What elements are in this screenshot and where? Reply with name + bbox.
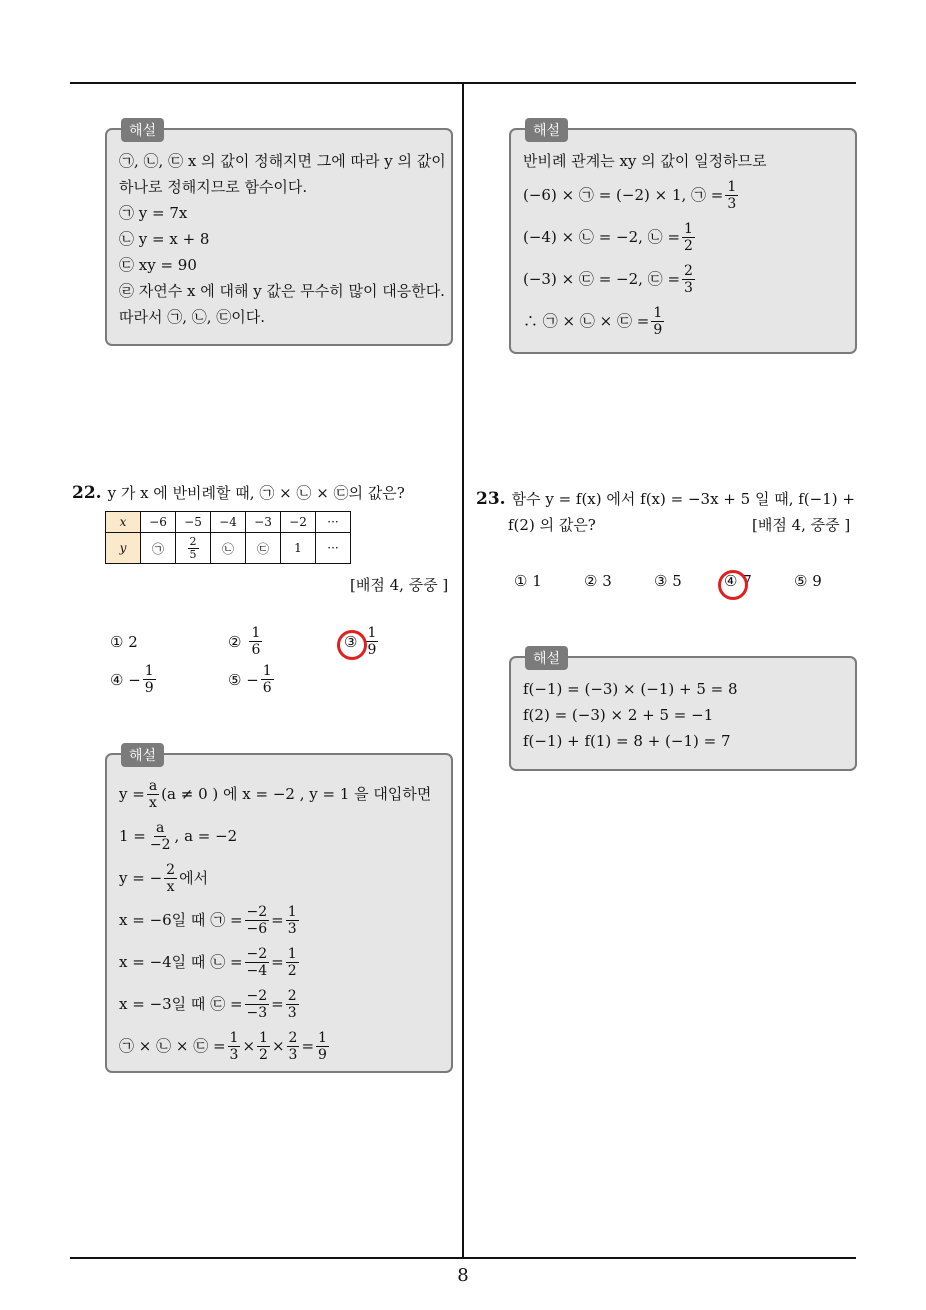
- denominator: 2: [684, 237, 693, 254]
- option-2[interactable]: [584, 572, 612, 590]
- option-label: ②: [228, 632, 242, 651]
- question-number: 23.: [476, 489, 506, 509]
- fraction: [188, 536, 199, 561]
- option-label: ② 3: [584, 572, 612, 590]
- math-text: =: [271, 953, 284, 971]
- denominator: 3: [727, 195, 737, 212]
- fraction: [261, 663, 274, 696]
- denominator: 3: [288, 1046, 298, 1063]
- numerator: 1: [287, 945, 297, 962]
- numerator: 2: [166, 861, 176, 878]
- numerator: 2: [189, 534, 197, 548]
- table-cell: ···: [316, 512, 351, 533]
- solution-line: [119, 815, 439, 857]
- fraction: [249, 625, 262, 658]
- denominator: 3: [287, 1004, 297, 1021]
- numerator: 1: [653, 304, 663, 321]
- numerator: 1: [259, 1029, 268, 1046]
- denominator: 5: [189, 547, 197, 561]
- fraction: [257, 1030, 270, 1063]
- option-4[interactable]: [110, 663, 158, 696]
- math-text: , a = −2: [174, 827, 238, 845]
- math-text: ∴ ㉠ × ㉡ × ㉢ =: [523, 312, 650, 330]
- denominator: 9: [318, 1046, 327, 1063]
- solution-line: [119, 899, 439, 941]
- question-meta: [배점 4, 중중 ]: [752, 516, 851, 534]
- option-label: ③ 5: [654, 572, 682, 590]
- fraction: [682, 221, 695, 254]
- solution-box-left-1: [105, 123, 453, 346]
- denominator: 3: [229, 1046, 239, 1063]
- solution-line: [119, 773, 439, 815]
- solution-line: ㉣ 자연수 x 에 대해 y 값은 무수히 많이 대응한다.: [119, 282, 445, 300]
- denominator: −4: [246, 962, 268, 979]
- table-cell: −4: [211, 512, 246, 533]
- option-label: ⑤ 9: [794, 572, 822, 590]
- option-label: ④ −: [110, 670, 141, 689]
- denominator: 2: [287, 962, 297, 979]
- table-cell: ···: [316, 533, 351, 564]
- table-cell: y: [106, 533, 141, 564]
- math-text: y =: [119, 785, 145, 803]
- fraction: [682, 263, 695, 296]
- denominator: 9: [144, 680, 154, 696]
- value-table: [105, 511, 351, 564]
- solution-line: [523, 258, 843, 300]
- numerator: a: [148, 777, 158, 794]
- math-text: =: [271, 995, 284, 1013]
- fraction: [286, 988, 299, 1021]
- solution-box-right-1: [509, 123, 857, 354]
- answer-mark-circle: [718, 570, 748, 600]
- solution-box-left-2: [105, 748, 453, 1073]
- solution-tag: 해설: [121, 743, 164, 767]
- question-23: [476, 486, 855, 512]
- table-cell: −2: [281, 512, 316, 533]
- numerator: 1: [251, 625, 261, 641]
- fraction: [286, 904, 299, 937]
- solution-line: [523, 300, 843, 342]
- solution-box-right-2: [509, 651, 857, 771]
- math-text: =: [271, 911, 284, 929]
- denominator: x: [166, 878, 175, 895]
- denominator: x: [149, 794, 157, 811]
- question-meta: [배점 4, 중중 ]: [350, 576, 449, 594]
- solution-line: f(−1) = (−3) × (−1) + 5 = 8: [523, 680, 738, 698]
- numerator: −2: [246, 945, 268, 962]
- denominator: −6: [246, 920, 268, 937]
- solution-line: 반비례 관계는 xy 의 값이 일정하므로: [523, 152, 767, 170]
- math-text: (−3) × ㉢ = −2, ㉢ =: [523, 270, 681, 288]
- numerator: 2: [287, 987, 297, 1004]
- fraction: [245, 946, 270, 979]
- denominator: 9: [367, 642, 377, 658]
- solution-line: [523, 174, 843, 216]
- numerator: −2: [246, 903, 268, 920]
- option-1[interactable]: [514, 572, 542, 590]
- table-cell: −6: [141, 512, 176, 533]
- solution-line: [523, 216, 843, 258]
- bottom-rule: [70, 1257, 856, 1259]
- solution-tag: 해설: [525, 118, 568, 142]
- math-text: (−4) × ㉡ = −2, ㉡ =: [523, 228, 681, 246]
- denominator: 3: [684, 279, 693, 296]
- numerator: 1: [684, 220, 693, 237]
- option-5[interactable]: [228, 663, 276, 696]
- solution-line: f(−1) + f(1) = 8 + (−1) = 7: [523, 732, 731, 750]
- math-text: x = −4일 때 ㉡ =: [119, 953, 243, 971]
- solution-line: ㉢ xy = 90: [119, 256, 197, 274]
- numerator: 1: [367, 625, 377, 641]
- solution-line: [119, 1025, 439, 1067]
- solution-line: [119, 941, 439, 983]
- numerator: 1: [229, 1029, 239, 1046]
- table-cell: x: [106, 512, 141, 533]
- fraction: [316, 1030, 329, 1063]
- fraction: [164, 862, 177, 895]
- numerator: 1: [727, 178, 737, 195]
- solution-line: ㉡ y = x + 8: [119, 230, 210, 248]
- option-2[interactable]: [228, 625, 264, 658]
- table-cell: [176, 533, 211, 564]
- numerator: −2: [246, 987, 268, 1004]
- fraction: [245, 988, 270, 1021]
- numerator: a: [156, 819, 165, 836]
- math-text: 에서: [179, 869, 209, 887]
- option-1[interactable]: [110, 633, 138, 651]
- table-cell: −3: [246, 512, 281, 533]
- fraction: [286, 946, 299, 979]
- fraction: [143, 663, 156, 696]
- question-22: [72, 480, 405, 506]
- fraction: [365, 625, 378, 658]
- option-label: ⑤ −: [228, 670, 259, 689]
- numerator: 1: [144, 663, 154, 679]
- denominator: 6: [251, 642, 261, 658]
- option-5[interactable]: [794, 572, 822, 590]
- option-label: ① 2: [110, 633, 138, 651]
- solution-line: [119, 983, 439, 1025]
- math-text: ×: [242, 1037, 256, 1055]
- numerator: 1: [287, 903, 297, 920]
- solution-line: ㉠, ㉡, ㉢ x 의 값이 정해지면 그에 따라 y 의 값이: [119, 152, 446, 170]
- fraction: [147, 778, 159, 811]
- fraction: [245, 904, 270, 937]
- denominator: 2: [259, 1046, 268, 1063]
- math-text: x = −6일 때 ㉠ =: [119, 911, 243, 929]
- solution-tag: 해설: [121, 118, 164, 142]
- solution-tag: 해설: [525, 646, 568, 670]
- table-cell: ㉡: [211, 533, 246, 564]
- solution-line: 하나로 정해지므로 함수이다.: [119, 178, 308, 196]
- fraction: [228, 1030, 241, 1063]
- question-text: y 가 x 에 반비례할 때, ㉠ × ㉡ × ㉢의 값은?: [107, 484, 405, 502]
- denominator: 9: [653, 321, 663, 338]
- numerator: 1: [262, 663, 272, 679]
- math-text: (a ≠ 0 ) 에 x = −2 , y = 1 을 대입하면: [161, 785, 432, 803]
- option-3[interactable]: [654, 572, 682, 590]
- math-text: y = −: [119, 869, 163, 887]
- solution-line: [119, 857, 439, 899]
- math-text: ×: [271, 1037, 285, 1055]
- fraction: [287, 1030, 300, 1063]
- question-text-cont: f(2) 의 값은?: [508, 516, 596, 534]
- page-number: 8: [457, 1265, 469, 1286]
- option-label: ① 1: [514, 572, 542, 590]
- denominator: 6: [262, 680, 272, 696]
- fraction: [148, 820, 173, 853]
- numerator: 1: [318, 1029, 327, 1046]
- table-cell: 1: [281, 533, 316, 564]
- question-number: 22.: [72, 483, 102, 503]
- table-cell: ㉠: [141, 533, 176, 564]
- question-text: 함수 y = f(x) 에서 f(x) = −3x + 5 일 때, f(−1) +: [511, 490, 855, 508]
- answer-mark-circle: [337, 630, 367, 660]
- fraction: [725, 179, 738, 212]
- table-cell: ㉢: [246, 533, 281, 564]
- denominator: −3: [246, 1004, 268, 1021]
- solution-line: f(2) = (−3) × 2 + 5 = −1: [523, 706, 714, 724]
- numerator: 2: [288, 1029, 298, 1046]
- table-cell: −5: [176, 512, 211, 533]
- math-text: 1 =: [119, 827, 146, 845]
- solution-line: 따라서 ㉠, ㉡, ㉢이다.: [119, 308, 266, 326]
- denominator: −2: [149, 836, 171, 853]
- fraction: [651, 305, 664, 338]
- denominator: 3: [287, 920, 297, 937]
- math-text: (−6) × ㉠ = (−2) × 1, ㉠ =: [523, 186, 724, 204]
- math-text: x = −3일 때 ㉢ =: [119, 995, 243, 1013]
- solution-line: ㉠ y = 7x: [119, 204, 188, 222]
- option-label: ③: [344, 632, 358, 651]
- math-text: =: [301, 1037, 315, 1055]
- column-divider: [462, 82, 464, 1259]
- numerator: 2: [684, 262, 693, 279]
- math-text: ㉠ × ㉡ × ㉢ =: [119, 1037, 226, 1055]
- option-label: ④ 7: [724, 572, 752, 590]
